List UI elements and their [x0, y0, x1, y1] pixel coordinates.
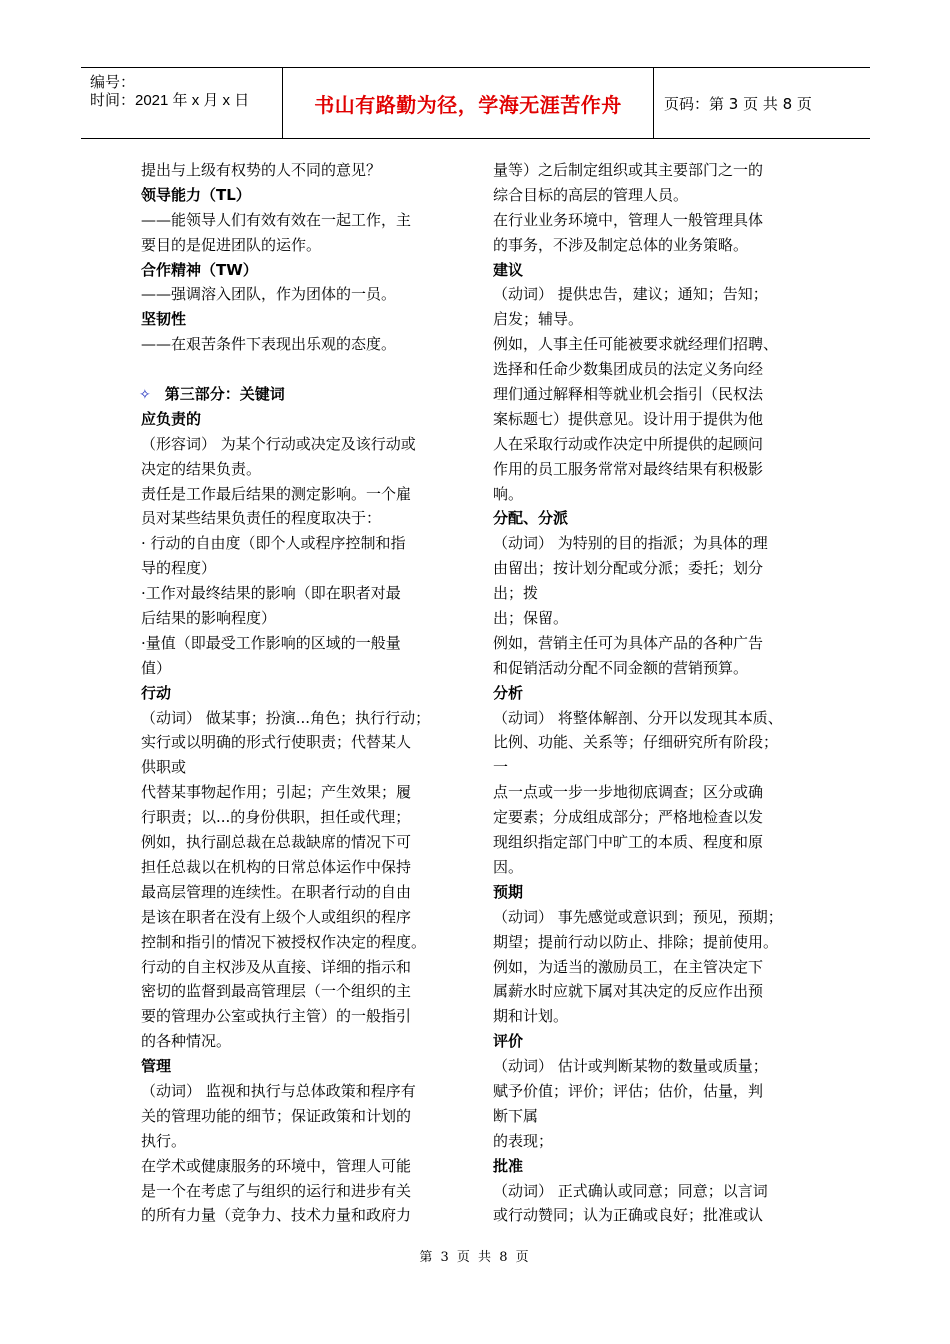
term-heading: 合作精神（TW） [141, 260, 258, 279]
text-line: 启发；辅导。 [493, 310, 584, 329]
diamond-bullet-icon: ✧ [139, 387, 151, 404]
text-line: 综合目标的高层的管理人员。 [493, 185, 689, 204]
text-line: 在行业业务环境中，管理人一般管理具体 [493, 210, 764, 229]
text-line: 的各种情况。 [141, 1032, 232, 1051]
text-line: （动词） 做某事；扮演...角色；执行行动； [141, 708, 431, 727]
text-line: （动词） 监视和执行与总体政策和程序有 [141, 1081, 416, 1100]
text-line: 断下属 [493, 1106, 539, 1125]
term-heading: 预期 [493, 882, 524, 901]
page-footer: 第 3 页 共 8 页 [419, 1250, 531, 1265]
text-line: 决定的结果负责。 [141, 459, 262, 478]
text-line: 量等）之后制定组织或其主要部门之一的 [493, 161, 764, 179]
header-motto: 书山有路勤为径，学海无涯苦作舟 [314, 92, 622, 117]
text-line: 是该在职者在没有上级个人或组织的程序 [141, 907, 412, 926]
text-line: 行动的自主权涉及从直接、详细的指示和 [141, 957, 412, 976]
term-heading: 批准 [493, 1156, 524, 1175]
page-header [81, 67, 870, 139]
text-line: 的所有力量（竞争力、技术力量和政府力 [141, 1206, 412, 1225]
text-line: 例如，执行副总裁在总裁缺席的情况下可 [141, 833, 412, 852]
text-line: 提出与上级有权势的人不同的意见？ [141, 161, 382, 179]
text-line: 担任总裁以在机构的日常总体运作中保持 [141, 857, 412, 876]
text-line: 值） [141, 658, 172, 677]
term-heading: 管理 [141, 1057, 172, 1076]
text-line: 出；保留。 [493, 609, 569, 628]
document-code-label: 编号： [90, 74, 136, 91]
text-line: 和促销活动分配不同金额的营销预算。 [493, 658, 749, 677]
text-line: 期望；提前行动以防止、排除；提前使用。 [493, 932, 779, 951]
text-line: 一 [493, 758, 509, 777]
section-heading [141, 382, 453, 407]
term-heading: 分配、分派 [493, 509, 569, 528]
text-line: （动词） 为特别的目的指派；为具体的理 [493, 534, 768, 553]
term-heading: 领导能力（TL） [141, 185, 251, 204]
text-line: ·工作对最终结果的影响（即在职者对最 [141, 584, 401, 603]
section-heading-text: 第三部分：关键词 [164, 385, 285, 404]
blank-line [141, 357, 453, 382]
text-line: （形容词） 为某个行动或决定及该行动或 [141, 434, 416, 453]
header-page-cell [654, 68, 870, 138]
text-line: 属薪水时应就下属对其决定的反应作出预 [493, 982, 764, 1001]
text-line: 点一点或一步一步地彻底调查；区分或确 [493, 783, 764, 802]
header-page-info: 页码：第 3 页 共 8 页 [664, 94, 812, 113]
text-line: （动词） 正式确认或同意；同意；以言词 [493, 1181, 768, 1200]
text-line: 定要素；分成组成部分；严格地检查以发 [493, 808, 764, 827]
text-line: ——强调溶入团队，作为团体的一员。 [141, 285, 397, 304]
document-date-label: 时间：2021 年 x 月 x 日 [90, 92, 250, 109]
text-line: 选择和任命少数集团成员的法定义务向经 [493, 360, 764, 379]
text-line: （动词） 提供忠告，建议；通知；告知； [493, 285, 768, 304]
term-heading: 分析 [493, 683, 524, 702]
text-line: （动词） 事先感觉或意识到；预见，预期； [493, 907, 783, 926]
term-heading: 建议 [493, 260, 524, 279]
text-line: 响。 [493, 484, 524, 503]
text-line: · 行动的自由度（即个人或程序控制和指 [141, 534, 406, 553]
left-text-column [141, 158, 453, 1228]
text-line: 控制和指引的情况下被授权作决定的程度。 [141, 932, 427, 951]
text-line: 期和计划。 [493, 1007, 569, 1026]
term-heading: 行动 [141, 683, 172, 702]
text-line: 执行。 [141, 1131, 187, 1150]
text-line: 例如，营销主任可为具体产品的各种广告 [493, 633, 764, 652]
text-line: 的事务，不涉及制定总体的业务策略。 [493, 235, 749, 254]
text-line: 员对某些结果负责任的程度取决于： [141, 509, 382, 528]
text-line: 出；拨 [493, 584, 539, 603]
text-line: 最高层管理的连续性。在职者行动的自由 [141, 882, 412, 901]
text-line: ——在艰苦条件下表现出乐观的态度。 [141, 335, 397, 354]
text-line: 行职责；以...的身份供职，担任或代理； [141, 808, 411, 827]
text-line: 作用的员工服务常常对最终结果有积极影 [493, 459, 764, 478]
text-line: （动词） 将整体解剖、分开以发现其本质、 [493, 708, 783, 727]
text-line: 人在采取行动或作决定中所提供的起顾问 [493, 434, 764, 453]
text-line: 后结果的影响程度） [141, 609, 277, 628]
text-line: ——能领导人们有效有效在一起工作，主 [141, 210, 412, 229]
text-line: 案标题七）提供意见。设计用于提供为他 [493, 409, 764, 428]
text-line: 例如，为适当的激励员工，在主管决定下 [493, 957, 764, 976]
text-line: 要的管理办公室或执行主管）的一般指引 [141, 1007, 412, 1026]
text-line: 例如，人事主任可能被要求就经理们招聘、 [493, 335, 779, 354]
header-meta-cell [81, 68, 283, 138]
text-line: ·量值（即最受工作影响的区域的一般量 [141, 633, 401, 652]
text-line: 要目的是促进团队的运作。 [141, 235, 322, 254]
text-line: 赋予价值；评价；评估；估价，估量，判 [493, 1081, 764, 1100]
term-heading: 坚韧性 [141, 310, 187, 329]
text-line: 密切的监督到最高管理层（一个组织的主 [141, 982, 412, 1001]
text-line: 或行动赞同；认为正确或良好；批准或认 [493, 1206, 764, 1225]
text-line: 供职或 [141, 758, 187, 777]
text-line: 关的管理功能的细节；保证政策和计划的 [141, 1106, 412, 1125]
text-line: 由留出；按计划分配或分派；委托；划分 [493, 559, 764, 578]
text-line: （动词） 估计或判断某物的数量或质量； [493, 1057, 768, 1076]
text-line: 比例、功能、关系等；仔细研究所有阶段； [493, 733, 779, 752]
text-line: 代替某事物起作用；引起；产生效果；履 [141, 783, 412, 802]
text-line: 是一个在考虑了与组织的运行和进步有关 [141, 1181, 412, 1200]
text-line: 在学术或健康服务的环境中，管理人可能 [141, 1156, 412, 1175]
text-line: 责任是工作最后结果的测定影响。一个雇 [141, 484, 412, 503]
header-motto-cell [283, 68, 654, 138]
text-line: 导的程度） [141, 559, 217, 578]
text-line: 实行或以明确的形式行使职责；代替某人 [141, 733, 412, 752]
text-line: 现组织指定部门中旷工的本质、程度和原 [493, 833, 764, 852]
term-heading: 应负责的 [141, 409, 202, 428]
term-heading: 评价 [493, 1032, 524, 1051]
text-line: 的表现； [493, 1131, 554, 1150]
right-text-column [493, 158, 815, 1228]
text-line: 因。 [493, 857, 524, 876]
text-line: 理们通过解释相等就业机会指引（民权法 [493, 385, 764, 404]
